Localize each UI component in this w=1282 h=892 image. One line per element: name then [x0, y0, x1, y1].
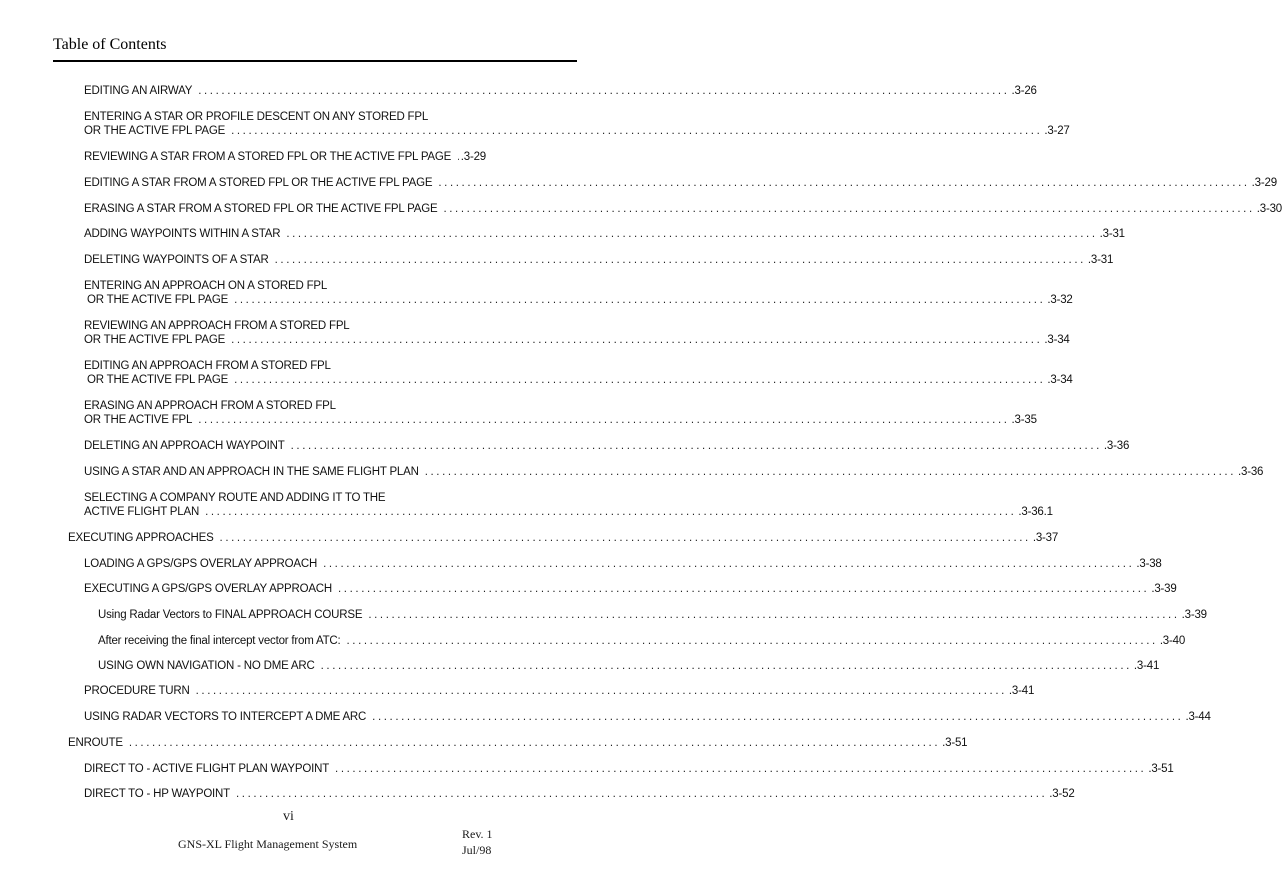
toc-entry-page: .3-31 [1087, 254, 1114, 266]
toc-entry-title: ENTERING AN APPROACH ON A STORED FPL [84, 280, 328, 292]
dot-leader: ............................................................................................................................................ [219, 532, 1031, 544]
toc-entry-line [84, 557, 1162, 571]
toc-entry-page: .3-37 [1032, 532, 1059, 544]
dot-leader: ............................................................................................................................................ [231, 334, 1043, 346]
revision-label: Rev. 1 [462, 827, 493, 841]
toc-entry-line [84, 787, 1075, 801]
toc-entry-title: USING OWN NAVIGATION - NO DME ARC [98, 660, 315, 672]
toc-entry-title: LOADING A GPS/GPS OVERLAY APPROACH [84, 558, 318, 570]
dot-leader: ............................................................................................................................................ [195, 685, 1007, 697]
toc-entry-line [84, 399, 486, 413]
toc-entry[interactable] [84, 762, 1174, 776]
toc-entry-title: After receiving the final intercept vector from ATC: [98, 635, 341, 647]
toc-entry[interactable] [84, 684, 1035, 698]
toc-entry-line [84, 333, 1070, 347]
toc-entry-page: .3-52 [1049, 788, 1075, 800]
toc-entry[interactable] [98, 634, 1186, 648]
toc-entry[interactable] [84, 582, 1177, 596]
toc-entry-title: OR THE ACTIVE FPL PAGE [84, 334, 226, 346]
dot-leader: ............................................................................................................................................ [338, 583, 1150, 595]
toc-entry[interactable] [84, 787, 1075, 801]
toc-entry-page: .3-29 [1251, 177, 1277, 189]
toc-entry-line [84, 279, 486, 293]
toc-entry-line [84, 373, 1073, 387]
dot-leader: ............................................................................................................................................ [290, 440, 1102, 452]
toc-entry-page: .3-36 [1238, 466, 1264, 478]
toc-entry-page: .3-30 [1256, 203, 1282, 215]
dot-leader: ............................................................................................................................................ [128, 737, 941, 749]
dot-leader: ............................................................................................................................................ [372, 711, 1184, 723]
toc-entry-title: REVIEWING A STAR FROM A STORED FPL OR THE ACTIVE FPL PAGE [84, 151, 452, 163]
toc-entry-page: .3-31 [1099, 228, 1125, 240]
toc-entry[interactable] [84, 202, 1282, 216]
toc-entry-line [68, 736, 968, 750]
toc-entry-title: ACTIVE FLIGHT PLAN [84, 506, 200, 518]
toc-entry-title: DELETING WAYPOINTS OF A STAR [84, 254, 269, 266]
toc-entry[interactable] [84, 710, 1211, 724]
toc-entry-title: EDITING AN APPROACH FROM A STORED FPL [84, 360, 331, 372]
dot-leader: ............................................................................................................................................ [424, 466, 1237, 478]
toc-entry-page: .3-51 [942, 737, 968, 749]
toc-entry[interactable] [84, 279, 1073, 307]
toc-entry[interactable] [84, 491, 1053, 519]
toc-entry-title: Using Radar Vectors to FINAL APPROACH COURSE [98, 609, 363, 621]
toc-entry-line [84, 582, 1177, 596]
toc-entry-line [84, 491, 486, 505]
dot-leader: ............................................................................................................................................ [234, 374, 1046, 386]
toc-entry-line [98, 659, 1160, 673]
toc-entry-line [84, 110, 486, 124]
toc-entry-line [84, 176, 1277, 190]
dot-leader: ............................................................................................................................................ [234, 294, 1046, 306]
toc-entry[interactable] [84, 439, 1130, 453]
dot-leader: ............................................................................................................................................ [443, 203, 1255, 215]
dot-leader: ............................................................................................................................................ [286, 228, 1098, 240]
toc-entry-title: EXECUTING APPROACHES [68, 532, 214, 544]
dot-leader: ............................................................................................................................................ [368, 609, 1180, 621]
toc-entry-page: .3-44 [1185, 711, 1211, 723]
toc-entry-line [84, 439, 1130, 453]
toc-entry[interactable] [98, 608, 1207, 622]
dot-leader: ............................................................................................................................................ [320, 660, 1132, 672]
dot-leader: ............................................................................................................................................ [205, 506, 1017, 518]
toc-entry-line [84, 293, 1073, 307]
toc-entry-title: REVIEWING AN APPROACH FROM A STORED FPL [84, 320, 350, 332]
toc-entry-page: .3-38 [1136, 558, 1162, 570]
toc-entry[interactable] [84, 227, 1125, 241]
toc-entry-title: USING A STAR AND AN APPROACH IN THE SAME FLIGHT PLAN [84, 466, 419, 478]
toc-entry-title: EDITING A STAR FROM A STORED FPL OR THE ACTIVE FPL PAGE [84, 177, 433, 189]
toc-entry-page: .3-39 [1181, 609, 1207, 621]
toc-entry-line [84, 84, 1037, 98]
header-title: Table of Contents [53, 36, 167, 53]
toc-entry-title: EDITING AN AIRWAY [84, 85, 193, 97]
page-number: vi [283, 809, 294, 824]
dot-leader: ............................................................................................................................................ [235, 788, 1048, 800]
toc-entry-title: DIRECT TO - HP WAYPOINT [84, 788, 230, 800]
dot-leader: ............................................................................................................................................ [198, 85, 1010, 97]
toc-entry-page: .3-29 [460, 151, 486, 163]
toc-entry-page: .3-39 [1151, 583, 1177, 595]
toc-entry-line [84, 227, 1125, 241]
dot-leader [457, 150, 459, 164]
toc-entry-page: .3-36 [1103, 440, 1130, 452]
toc-entry-title: SELECTING A COMPANY ROUTE AND ADDING IT TO THE [84, 492, 386, 504]
toc-entry-line [84, 202, 1282, 216]
toc-entry-page: .3-41 [1008, 685, 1035, 697]
toc-entry-title: ENROUTE [68, 737, 123, 749]
toc-entry[interactable] [84, 465, 1264, 479]
toc-entry[interactable] [98, 659, 1160, 673]
toc-entry-line [84, 684, 1035, 698]
toc-entry-page: .3-27 [1044, 125, 1070, 137]
dot-leader: ............................................................................................................................................ [198, 414, 1010, 426]
toc-entry[interactable] [84, 557, 1162, 571]
toc-entry-title: DIRECT TO - ACTIVE FLIGHT PLAN WAYPOINT [84, 763, 330, 775]
toc-entry-title: ENTERING A STAR OR PROFILE DESCENT ON ANY STORED FPL [84, 111, 429, 123]
toc-entry-title: ERASING A STAR FROM A STORED FPL OR THE ACTIVE FPL PAGE [84, 203, 438, 215]
toc-entry-title: DELETING AN APPROACH WAYPOINT [84, 440, 285, 452]
dot-leader: ............................................................................................................................................ [231, 125, 1043, 137]
toc-entry-title: PROCEDURE TURN [84, 685, 190, 697]
toc-entry-page: .3-34 [1047, 374, 1073, 386]
revision-date: Jul/98 [462, 843, 492, 857]
toc-entry-line [84, 253, 1114, 267]
dot-leader: ............................................................................................................................................ [335, 763, 1147, 775]
toc-entry-page: .3-35 [1011, 414, 1037, 426]
toc-entry[interactable] [68, 531, 1059, 545]
toc-entry[interactable] [84, 399, 1037, 427]
toc-entry-page: .3-32 [1047, 294, 1073, 306]
toc-entry-page: .3-41 [1133, 660, 1160, 672]
toc-entry-line [68, 531, 1059, 545]
toc-entry-title: OR THE ACTIVE FPL [84, 414, 193, 426]
dot-leader: ............................................................................................................................................ [323, 558, 1135, 570]
toc-entry-line [84, 124, 1070, 138]
toc-entry-line [84, 762, 1174, 776]
toc-entry[interactable] [84, 359, 1073, 387]
toc-entry-line [84, 413, 1037, 427]
toc-entry-title: ADDING WAYPOINTS WITHIN A STAR [84, 228, 281, 240]
footer-revision [462, 826, 522, 858]
toc-entry-page: .3-40 [1159, 635, 1186, 647]
toc-entry-title: EXECUTING A GPS/GPS OVERLAY APPROACH [84, 583, 333, 595]
toc-entry-line [84, 359, 486, 373]
toc-entry-line [98, 608, 1207, 622]
toc-entry-line [84, 710, 1211, 724]
toc-entry[interactable] [84, 150, 486, 164]
toc-entry-page: .3-34 [1044, 334, 1070, 346]
dot-leader: ............................................................................................................................................ [438, 177, 1250, 189]
toc-entry[interactable] [68, 736, 968, 750]
toc-entry-title: OR THE ACTIVE FPL PAGE [84, 294, 229, 306]
dot-leader: ............................................................................................................................................ [274, 254, 1086, 266]
toc-entry-page: .3-26 [1011, 85, 1037, 97]
toc-entry-line [84, 505, 1053, 519]
dot-leader: ............................................................................................................................................ [346, 635, 1158, 647]
toc-entry[interactable] [84, 84, 1037, 98]
toc-entry-line [84, 150, 486, 164]
footer-document-title: GNS-XL Flight Management System [178, 837, 358, 851]
toc-entry-page: .3-51 [1148, 763, 1174, 775]
toc-entry[interactable] [84, 253, 1114, 267]
toc-entry[interactable] [84, 319, 1070, 347]
toc-entry[interactable] [84, 110, 1070, 138]
toc-entry-title: OR THE ACTIVE FPL PAGE [84, 125, 226, 137]
toc-entry[interactable] [84, 176, 1277, 190]
toc-entry-line [98, 634, 1186, 648]
toc-entry-title: ERASING AN APPROACH FROM A STORED FPL [84, 400, 336, 412]
toc-entry-line [84, 465, 1264, 479]
toc-entry-line [84, 319, 486, 333]
toc-entry-title: OR THE ACTIVE FPL PAGE [84, 374, 229, 386]
toc-entry-page: .3-36.1 [1018, 506, 1053, 518]
toc-entry-title: USING RADAR VECTORS TO INTERCEPT A DME ARC [84, 711, 367, 723]
